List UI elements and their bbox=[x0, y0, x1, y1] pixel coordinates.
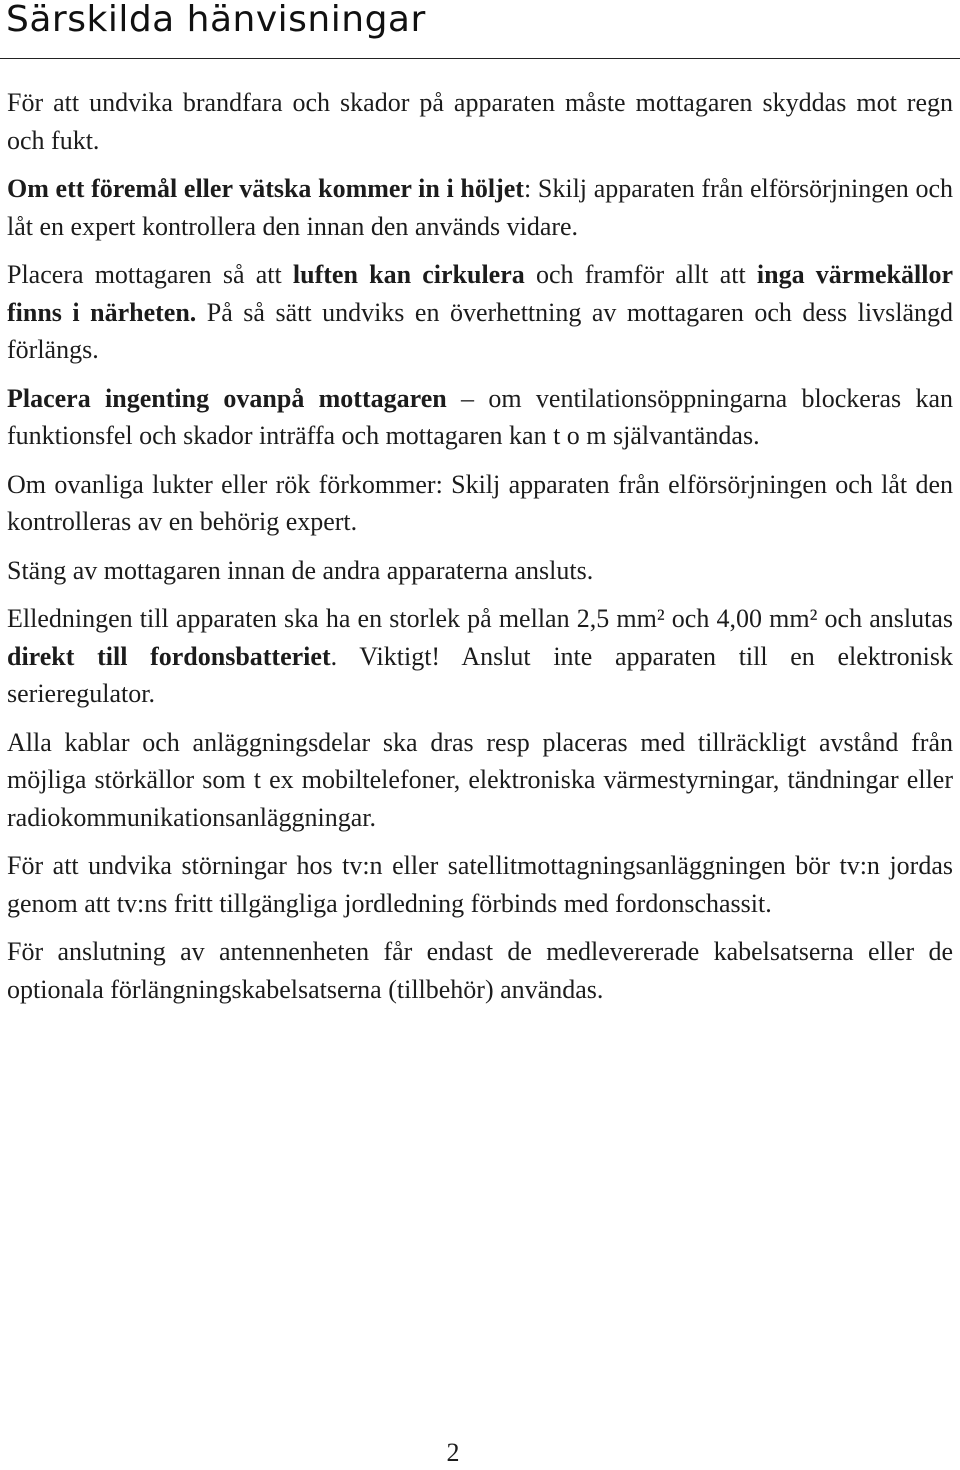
text-segment: Alla kablar och anläggningsdelar ska dras resp placeras med tillräckligt avstånd från möjliga störkällor som t ex mobiltelefoner, elektroniska värmestyrningar, tändningar eller radiokommunikationsanläggningar. bbox=[7, 727, 953, 832]
text-segment: . Viktigt! Anslut inte apparaten till en elektronisk serieregulator. bbox=[7, 641, 953, 708]
paragraph-power-off bbox=[7, 552, 953, 590]
text-segment: För anslutning av antennenheten får endast de medlevererade kabelsatserna eller de optionala förlängningskabelsatserna (tillbehör) användas. bbox=[7, 937, 953, 1004]
text-segment: På så sätt undviks en överhettning av mottagaren och dess livslängd förlängs. bbox=[7, 297, 953, 364]
text-segment: och framför allt att bbox=[524, 260, 757, 289]
text-segment: Elledningen till apparaten ska ha en storlek på mellan 2,5 mm² och 4,00 mm² och anslutas bbox=[7, 604, 953, 633]
paragraph-power-cable bbox=[7, 600, 953, 713]
paragraph-tv-grounding bbox=[7, 847, 953, 922]
paragraph-smell-smoke bbox=[7, 466, 953, 541]
text-segment: Om ovanliga lukter eller rök förkommer: Skilj apparaten från elförsörjningen och låt den kontrolleras av en behörig expert. bbox=[7, 469, 953, 536]
paragraph-cable-routing bbox=[7, 724, 953, 837]
paragraph-air-circulation bbox=[7, 256, 953, 369]
text-segment: För att undvika störningar hos tv:n eller satellitmottagningsanläggningen bör tv:n jordas genom att tv:ns fritt tillgängliga jordledning förbinds med fordonschassit. bbox=[7, 851, 953, 918]
text-segment: : Skilj apparaten från elförsörjningen och låt en expert kontrollera den innan den används vidare. bbox=[7, 174, 954, 241]
paragraph-antenna-cables bbox=[7, 933, 953, 1008]
bold-segment: Om ett föremål eller vätska kommer in i höljet bbox=[7, 174, 524, 203]
paragraph-fire-moisture-warning bbox=[7, 84, 953, 159]
page-number: 2 bbox=[446, 1438, 460, 1467]
text-segment: För att undvika brandfara och skador på apparaten måste mottagaren skyddas mot regn och fukt. bbox=[7, 88, 953, 155]
body-text bbox=[7, 84, 953, 1019]
text-segment: Stäng av mottagaren innan de andra apparaterna ansluts. bbox=[7, 555, 594, 585]
paragraph-object-liquid-warning bbox=[7, 170, 953, 245]
page-title: Särskilda hänvisningar bbox=[6, 0, 426, 40]
bold-segment: direkt till fordonsbatteriet bbox=[7, 641, 331, 671]
text-segment: – om ventilationsöppningarna blockeras kan funktionsfel och skador inträffa och mottagaren kan t o m självantändas. bbox=[7, 383, 953, 450]
paragraph-nothing-on-top bbox=[7, 380, 953, 455]
bold-segment: luften kan cirkulera bbox=[292, 260, 525, 289]
text-segment: Placera mottagaren så att bbox=[7, 260, 293, 289]
bold-segment: Placera ingenting ovanpå mottagaren bbox=[7, 383, 447, 413]
bold-segment: inga värmekällor finns i närheten. bbox=[7, 260, 953, 327]
title-divider bbox=[0, 58, 960, 59]
